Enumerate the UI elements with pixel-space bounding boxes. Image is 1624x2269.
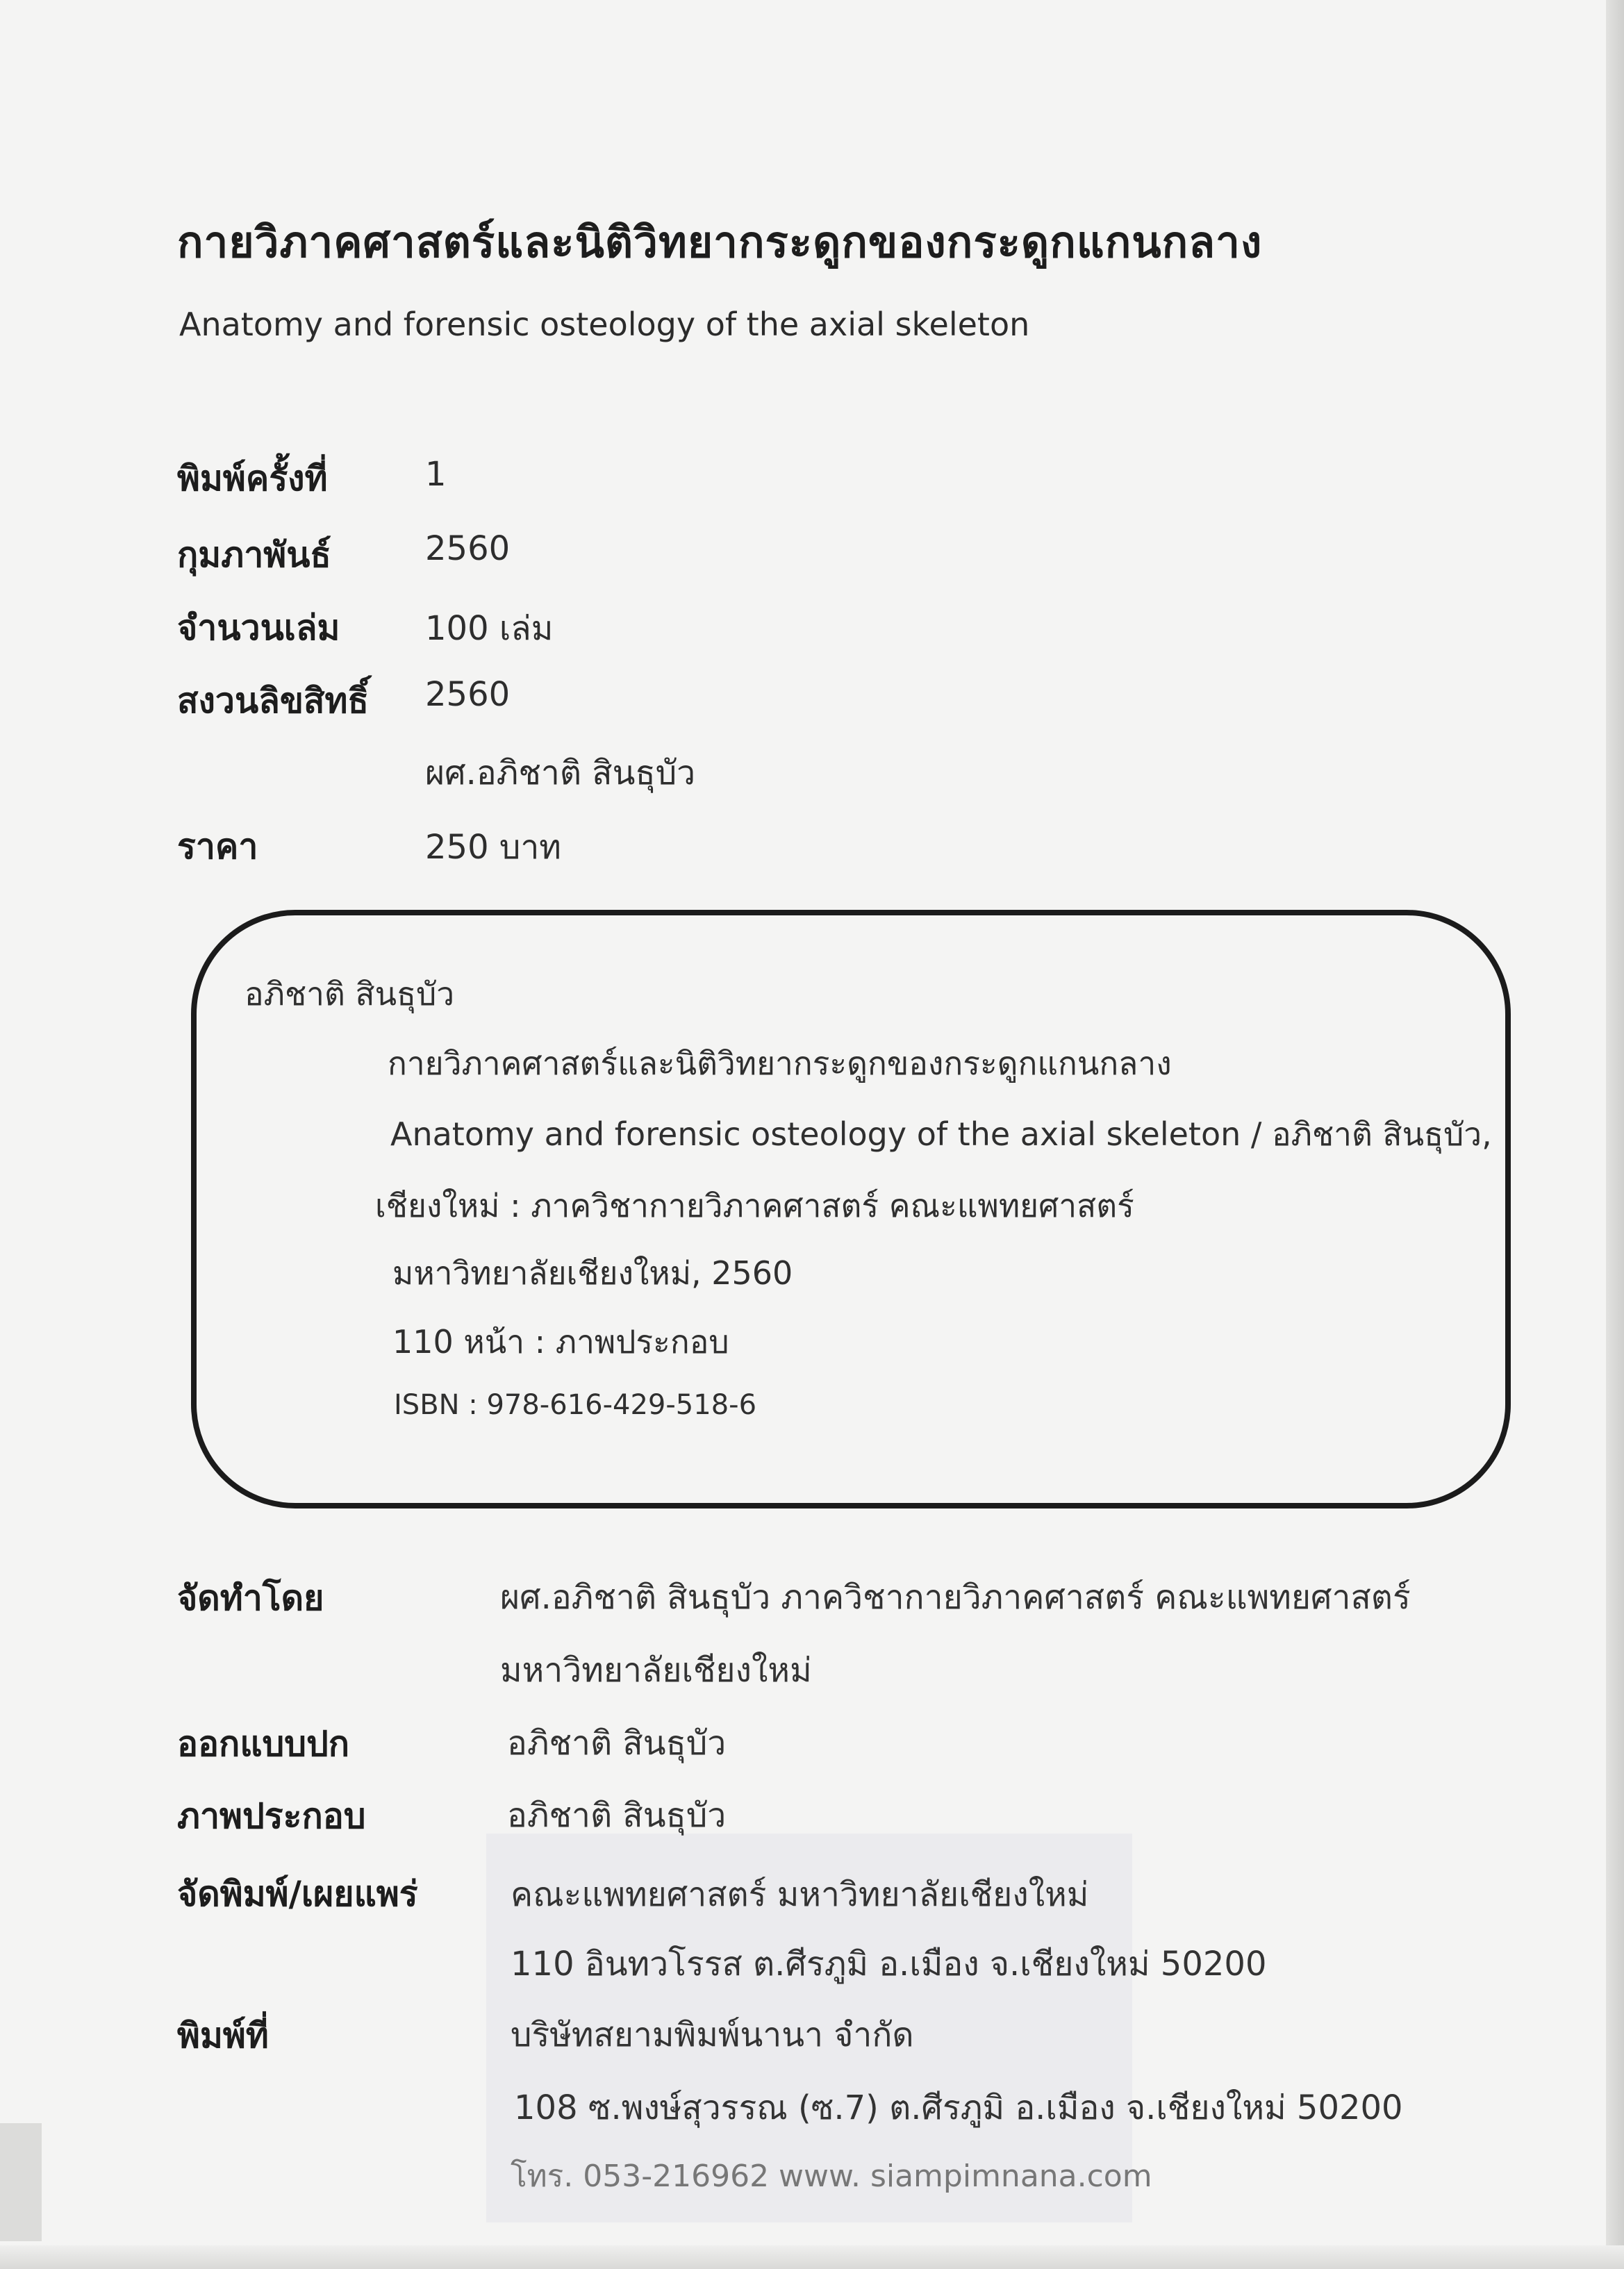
cip-author: อภิชาติ สินธุบัว: [245, 975, 455, 1013]
month-label: กุมภาพันธ์: [177, 535, 331, 575]
cip-line: Anatomy and forensic osteology of the axial skeleton / อภิชาติ สินธุบัว,: [390, 1115, 1492, 1153]
copyright-holder: ผศ.อภิชาติ สินธุบัว: [425, 754, 696, 792]
printer-label: พิมพ์ที่: [177, 2015, 269, 2056]
illustration-label: ภาพประกอบ: [177, 1796, 366, 1836]
distributor-address: 110 อินทวโรรส ต.ศีรภูมิ อ.เมือง จ.เชียงใหม่ 50200: [511, 1945, 1267, 1984]
cip-line: เชียงใหม่ : ภาควิชากายวิภาคศาสตร์ คณะแพทยศาสตร์: [375, 1187, 1134, 1224]
produced-by-value-2: มหาวิทยาลัยเชียงใหม่: [500, 1651, 812, 1690]
cover-design-value: อภิชาติ สินธุบัว: [507, 1724, 727, 1763]
copyright-label: สงวนลิขสิทธิ์: [177, 681, 370, 721]
book-title-english: Anatomy and forensic osteology of the axial skeleton: [179, 306, 1030, 343]
cip-line: กายวิภาคศาสตร์และนิติวิทยากระดูกของกระดูกแกนกลาง: [388, 1045, 1172, 1082]
cip-line: 110 หน้า : ภาพประกอบ: [392, 1323, 729, 1361]
book-title-thai: กายวิภาคศาสตร์และนิติวิทยากระดูกของกระดูกแกนกลาง: [177, 217, 1263, 267]
edition-value: 1: [425, 455, 447, 494]
printer-name: บริษัทสยามพิมพ์นานา จำกัด: [511, 2015, 914, 2054]
cip-line: มหาวิทยาลัยเชียงใหม่, 2560: [392, 1254, 793, 1292]
year-value: 2560: [425, 529, 511, 568]
distributor-value: คณะแพทยศาสตร์ มหาวิทยาลัยเชียงใหม่: [511, 1875, 1089, 1914]
copies-label: จำนวนเล่ม: [177, 608, 340, 648]
printer-contact: โทร. 053-216962 www. siampimnana.com: [511, 2159, 1152, 2194]
edition-label: พิมพ์ครั้งที่: [177, 458, 328, 499]
copyright-year: 2560: [425, 675, 511, 714]
printer-address: 108 ซ.พงษ์สุวรรณ (ซ.7) ต.ศีรภูมิ อ.เมือง จ.เชียงใหม่ 50200: [514, 2088, 1403, 2127]
page-edge-shadow: [1606, 0, 1624, 2269]
copies-value: 100 เล่ม: [425, 609, 554, 648]
price-label: ราคา: [177, 826, 258, 867]
cover-design-label: ออกแบบปก: [177, 1724, 350, 1764]
price-value: 250 บาท: [425, 828, 561, 867]
distributor-label: จัดพิมพ์/เผยแพร่: [177, 1874, 418, 1914]
produced-by-value: ผศ.อภิชาติ สินธุบัว ภาควิชากายวิภาคศาสตร์ คณะแพทยศาสตร์: [500, 1578, 1411, 1617]
illustration-value: อภิชาติ สินธุบัว: [507, 1796, 727, 1835]
produced-by-label: จัดทำโดย: [177, 1578, 324, 1618]
page-bottom-edge: [0, 2245, 1624, 2269]
scan-edge-mark: [0, 2123, 42, 2241]
cip-isbn: ISBN : 978-616-429-518-6: [394, 1389, 757, 1421]
